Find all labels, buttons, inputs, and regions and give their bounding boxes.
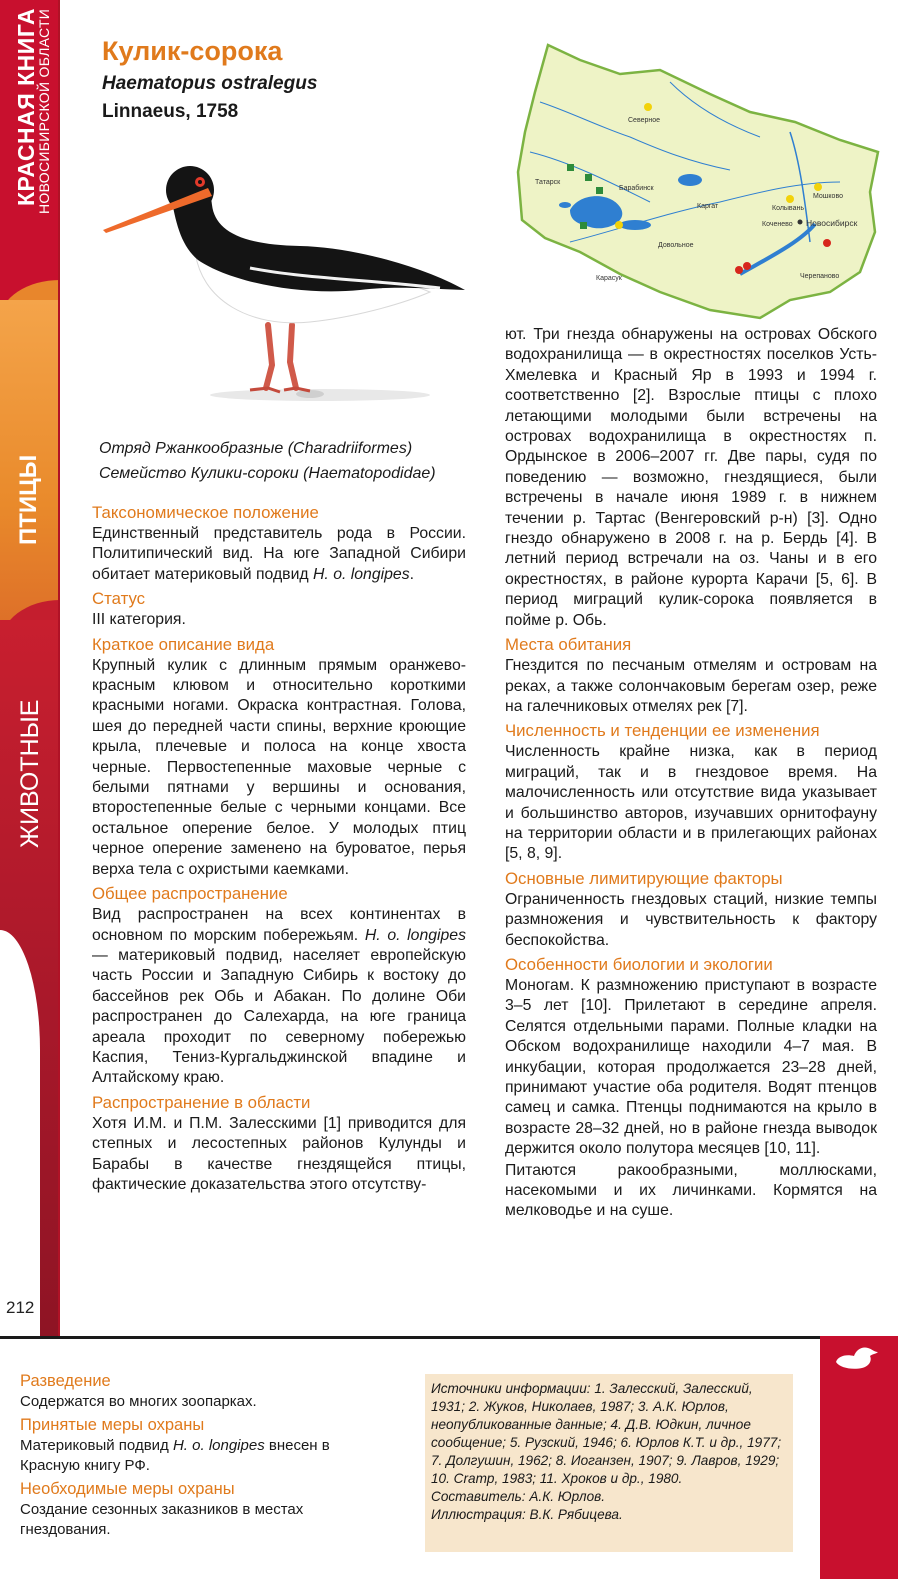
distribution-map <box>510 42 882 320</box>
limiting-factors-text: Ограниченность гнездовых стаций, низкие темпы размножения и чувствительность к фактору беспокойства. <box>505 890 877 949</box>
map-label: Барабинск <box>619 185 654 192</box>
sidebar <box>0 0 60 1336</box>
general-text-part: — материковый подвид, населяет европейскую часть России и Западную Сибирь к востоку до бассейнов рек Обь и Абакан. По долине Оби распространен до Салехарда, на юге граница ареала проходит по северному побережью Каспия, Тениз-Кургальджинской впадине и Алтайскому краю. <box>92 946 466 1087</box>
right-column <box>505 325 877 1223</box>
measures-needed-text: Создание сезонных заказников в местах гнездования. <box>20 1501 304 1538</box>
status-text: III категория. <box>92 611 186 629</box>
breeding-text: Содержатся во многих зоопарках. <box>20 1393 257 1410</box>
general-subspecies: H. o. longipes <box>364 926 466 944</box>
oystercatcher-illustration <box>100 150 470 410</box>
map-label: Новосибирск <box>806 218 858 228</box>
map-label: Колывань <box>772 205 804 212</box>
map-label: Мошково <box>813 193 843 200</box>
diet-text: Питаются ракообразными, моллюсками, насекомыми и их личинками. Кормятся на мелководье и на суше. <box>505 1161 877 1220</box>
map-label: Довольное <box>658 242 694 249</box>
illustrator-text: Иллюстрация: В.К. Рябицева. <box>431 1507 623 1522</box>
general-text-part: Вид распространен на всех континентах в основном по морским побережьям. <box>92 906 466 944</box>
measures-taken-heading: Принятые меры охраны <box>20 1416 205 1434</box>
taxon-text-part: Единственный представитель рода в России. Политипический вид. На юге Западной Сибири обитает материковый подвид <box>92 525 466 583</box>
population-heading: Численность и тенденции ее изменения <box>505 721 820 741</box>
map-label: Черепаново <box>800 273 840 280</box>
sources-box <box>425 1374 793 1552</box>
bottom-red-tab <box>820 1336 898 1579</box>
map-label: Северное <box>628 117 661 124</box>
taxonomy-family: Семейство Кулики-сороки (Haematopodidae) <box>99 465 436 482</box>
map-label: Коченево <box>762 221 793 228</box>
book-title: КРАСНАЯ КНИГА <box>13 7 39 206</box>
limiting-factors-heading: Основные лимитирующие факторы <box>505 868 783 888</box>
taxon-text <box>92 524 466 585</box>
measures-needed-heading: Необходимые меры охраны <box>20 1480 235 1498</box>
general-distribution-text <box>92 905 466 1089</box>
sidebar-white-notch <box>0 930 40 1336</box>
population-text: Численность крайне низка, как в период миграций, так и в гнездовое время. На малочисленность или отсутствие вида указывает и большинство авторов, изучавших орнитофауну на территории области и в прилегающих районах [5, 8, 9]. <box>505 743 877 863</box>
compiler-text: Составитель: А.К. Юрлов. <box>431 1489 606 1504</box>
species-title: Кулик-сорока <box>102 36 283 66</box>
measures-text-part: Материковый подвид <box>20 1437 173 1454</box>
sidebar-divider <box>58 0 60 1336</box>
region-distribution-heading: Распространение в области <box>92 1092 311 1112</box>
breeding-heading: Разведение <box>20 1372 111 1390</box>
measures-subspecies: H. o. longipes <box>172 1437 265 1454</box>
species-latin-name: Haematopus ostralegus <box>102 73 318 94</box>
book-subtitle: НОВОСИБИРСКОЙ ОБЛАСТИ <box>36 8 52 214</box>
map-label: Каргат <box>697 203 719 210</box>
description-heading: Краткое описание вида <box>92 634 275 654</box>
status-heading: Статус <box>92 589 146 609</box>
biology-heading: Особенности биологии и экологии <box>505 954 773 974</box>
taxon-subspecies: H. o. longipes <box>313 565 410 583</box>
species-author: Linnaeus, 1758 <box>102 101 239 122</box>
region-distribution-text: Хотя И.М. и П.М. Залесскими [1] приводится для степных и лесостепных районов Кулунды и Барабы в качестве гнездящейся птицы, фактические доказательства этого отсутству- <box>92 1114 466 1193</box>
measures-taken-text <box>20 1436 390 1476</box>
biology-text: Моногам. К размножению приступают в возрасте 3–5 лет [10]. Прилетают в середине апреля. Селятся отдельными парами. Полные кладки на Обском водохранилище находили 4–7 мая. В инкубации, которая продолжается 23–28 дней, принимают участие оба родителя. Водят птенцов самец и самка. Птенцы поднимаются на крыло в возрасте 28–32 дней, но в районе гнезда выводок держится около полутора месяцев [10, 11]. <box>505 976 877 1158</box>
general-distribution-heading: Общее распространение <box>92 884 288 904</box>
map-label: Татарск <box>535 179 561 186</box>
region-distribution-continued: ют. Три гнезда обнаружены на островах Обского водохранилища — в окрестностях поселков Усть-Хмелевка и Красный Яр в 1993 и 1994 г. соответственно [2]. Взрослые птицы с плохо летающими молодыми были встречены на островах водохранилища в окрестностях п. Ордынское в 2006–2007 гг. Две пары, судя по поведению — возможно, гнездящиеся, были встречены в начале июня 1989 г. в нижнем течении р. Тартас (Венгеровский р-н) [3]. Одно гнездо обнаружено в 2008 г. на р. Бердь [4]. В летний период встречали на оз. Чаны и в его окрестностях, в районе курорта Карачи [5, 6]. В период миграций кулик-сорока появляется в пойме р. Обь. <box>505 326 877 629</box>
page-number: 212 <box>6 1298 35 1317</box>
conservation-block <box>20 1368 390 1541</box>
map-label: Карасук <box>596 275 622 282</box>
measures-text-part: внесен в Красную книгу РФ. <box>20 1437 330 1474</box>
duck-icon <box>832 1342 882 1372</box>
section-label: ПТИЦЫ <box>15 454 42 545</box>
description-text: Крупный кулик с длинным прямым оранжево-красным клювом и относительно короткими красными ногами. Окраска контрастная. Голова, шея до передней части спины, верхние кроющие крыла, плечевые и полоса на конце хвоста черные. Первостепенные маховые черные с белыми пятнами у вершины и основания, второстепенные белые с черными концами. Все остальное оперение белое. У молодых птиц черное оперение заменено на буроватое, перья верха тела с охристыми каемками. <box>92 656 466 878</box>
taxon-text-part: . <box>409 565 415 583</box>
taxonomy-order: Отряд Ржанкообразные (Charadriiformes) <box>99 440 413 457</box>
sources-text: Источники информации: 1. Залесский, Залесский, 1931; 2. Жуков, Николаев, 1987; 3. А.К. Юрлов, неопубликованные данные; 4. Д.В. Юдкин, личное сообщение; 5. Рузский, 1946; 6. Юрлов К.Т. и др., 1977; 7. Долгушин, 1962; 8. Иоганзен, 1907; 9. Лавров, 1929; 10. Cramp, 1983; 11. Хроков и др., 1980. <box>431 1381 782 1486</box>
left-column <box>92 499 466 1196</box>
bottom-divider <box>0 1336 898 1339</box>
category-label: ЖИВОТНЫЕ <box>16 699 44 848</box>
taxon-heading: Таксономическое положение <box>92 503 319 522</box>
habitat-heading: Места обитания <box>505 635 632 655</box>
habitat-text: Гнездится по песчаным отмелям и островам на реках, а также солончаковым берегам озер, реже на галечниковых отмелях рек [7]. <box>505 657 877 715</box>
